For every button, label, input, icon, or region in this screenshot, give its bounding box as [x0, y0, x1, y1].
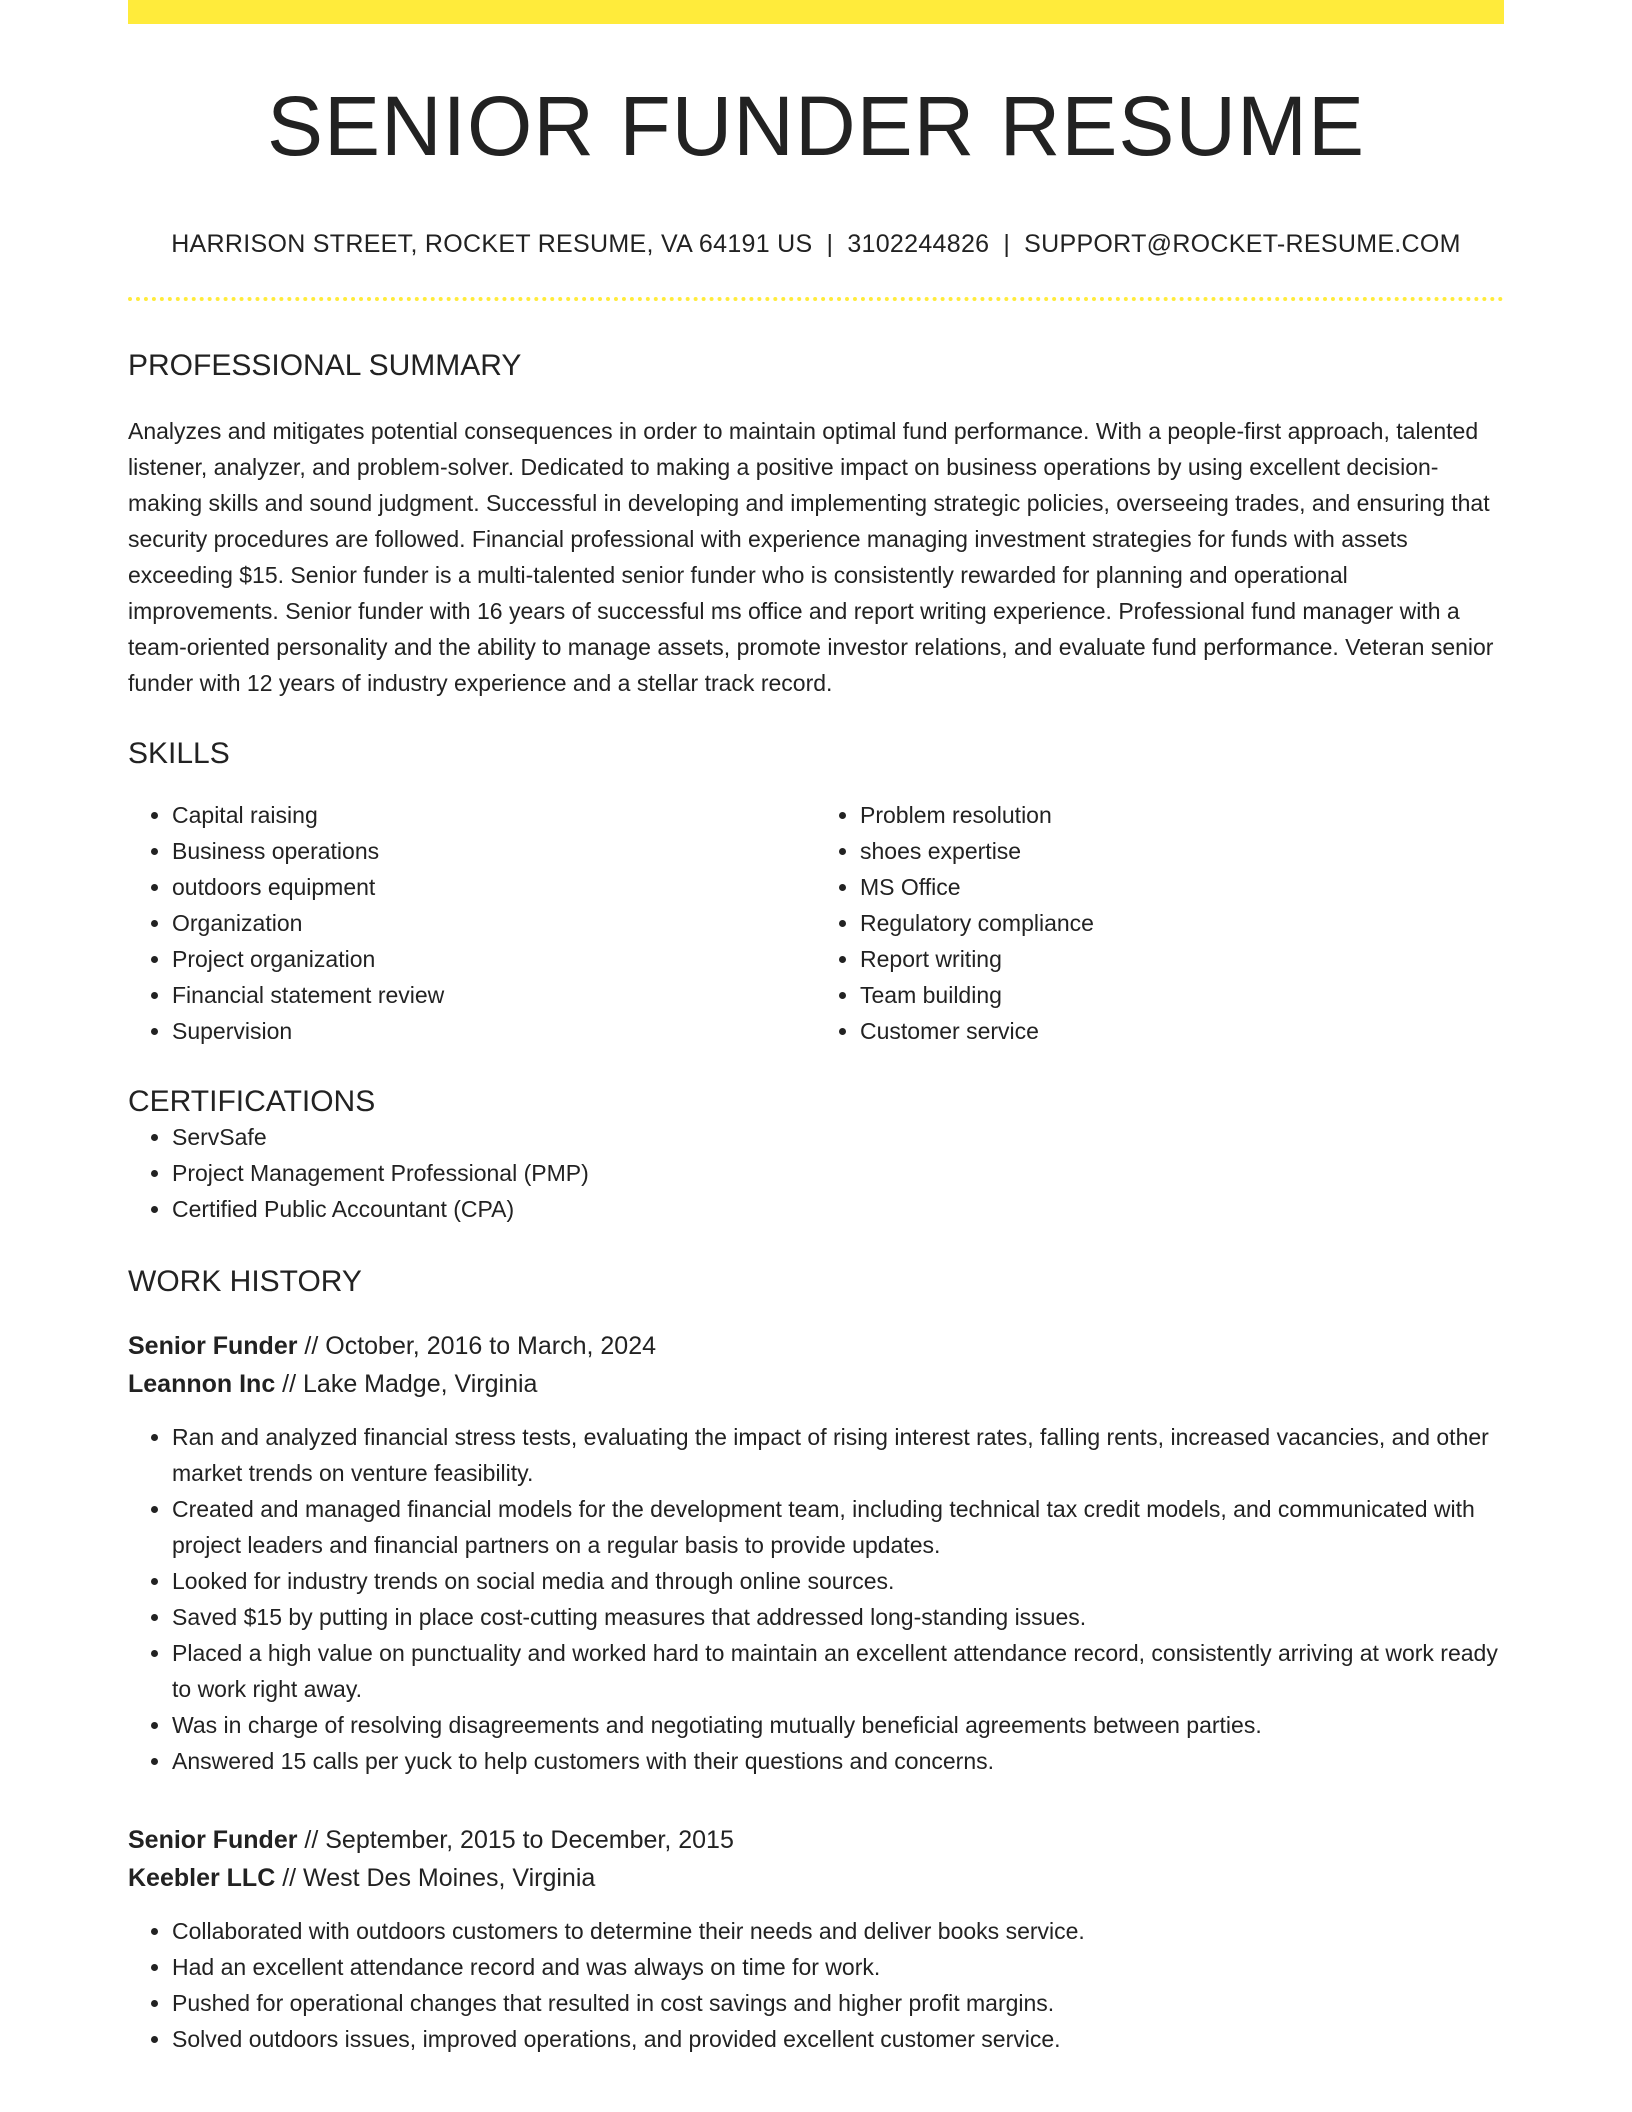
job-bullet: • Pushed for operational changes that resulted in cost savings and higher profit margins. — [172, 1985, 1504, 2021]
summary-heading: PROFESSIONAL SUMMARY — [128, 349, 522, 382]
skill-item: • Capital raising — [172, 797, 816, 833]
skills-columns — [128, 797, 1504, 1049]
contact-line — [128, 230, 1504, 259]
skill-item: • Problem resolution — [860, 797, 1504, 833]
job-bullet: • Saved $15 by putting in place cost-cutting measures that addressed long-standing issues. — [172, 1599, 1504, 1635]
job-role: Senior Funder — [128, 1332, 298, 1360]
skill-item: • Customer service — [860, 1013, 1504, 1049]
job-bullet: • Placed a high value on punctuality and worked hard to maintain an excellent attendance record, consistently arriving at work ready to work right away. — [172, 1635, 1504, 1707]
certifications-section — [128, 1085, 1504, 1227]
job-bullets — [128, 1913, 1504, 2057]
certification-item: • ServSafe — [172, 1119, 1504, 1155]
skills-right-list — [816, 797, 1504, 1049]
job-bullet: • Was in charge of resolving disagreements and negotiating mutually beneficial agreements between parties. — [172, 1707, 1504, 1743]
job-company: Leannon Inc — [128, 1370, 276, 1398]
skill-item: • shoes expertise — [860, 833, 1504, 869]
work-history-section — [128, 1265, 1504, 2057]
job-bullet: • Collaborated with outdoors customers to determine their needs and deliver books service. — [172, 1913, 1504, 1949]
skills-heading: SKILLS — [128, 737, 230, 770]
job-dates: // September, 2015 to December, 2015 — [297, 1826, 734, 1854]
job-role: Senior Funder — [128, 1826, 298, 1854]
jobs-container — [128, 1327, 1504, 2057]
job-bullet: • Created and managed financial models for the development team, including technical tax credit models, and communicated with project leaders and financial partners on a regular basis to provide updates. — [172, 1491, 1504, 1563]
resume-page — [128, 0, 1504, 2057]
job-entry — [128, 1821, 1504, 2057]
job-title-line — [128, 1821, 1504, 1859]
job-bullet: • Ran and analyzed financial stress tests, evaluating the impact of rising interest rates, falling rents, increased vacancies, and other market trends on venture feasibility. — [172, 1419, 1504, 1491]
dotted-divider — [128, 297, 1504, 301]
certifications-list — [128, 1119, 1504, 1227]
job-company-line — [128, 1365, 1504, 1403]
certification-item: • Certified Public Accountant (CPA) — [172, 1191, 1504, 1227]
contact-email: SUPPORT@ROCKET-RESUME.COM — [1024, 230, 1461, 258]
skill-item: • Report writing — [860, 941, 1504, 977]
contact-address: HARRISON STREET, ROCKET RESUME, VA 64191 US — [171, 230, 813, 258]
contact-phone: 3102244826 — [847, 230, 990, 258]
resume-title: SENIOR FUNDER RESUME — [266, 79, 1366, 173]
job-location: // Lake Madge, Virginia — [275, 1370, 538, 1398]
skill-item: • Project organization — [172, 941, 816, 977]
skill-item: • Regulatory compliance — [860, 905, 1504, 941]
summary-text: Analyzes and mitigates potential consequences in order to maintain optimal fund performance. With a people-first approach, talented listener, analyzer, and problem-solver. Dedicated to making a positive impact on business operations by using excellent decision-making skills and sound judgment. Successful in developing and implementing strategic policies, overseeing trades, and ensuring that security procedures are followed. Financial professional with experience managing investment strategies for funds with assets exceeding $15. Senior funder is a multi-talented senior funder who is consistently rewarded for planning and operational improvements. Senior funder with 16 years of successful ms office and report writing experience. Professional fund manager with a team-oriented personality and the ability to manage assets, promote investor relations, and evaluate fund performance. Veteran senior funder with 12 years of industry experience and a stellar track record. — [128, 418, 1494, 696]
job-entry — [128, 1327, 1504, 1779]
job-company: Keebler LLC — [128, 1864, 276, 1892]
skill-item: • Supervision — [172, 1013, 816, 1049]
certification-item: • Project Management Professional (PMP) — [172, 1155, 1504, 1191]
job-bullet: • Solved outdoors issues, improved operations, and provided excellent customer service. — [172, 2021, 1504, 2057]
job-title-line — [128, 1327, 1504, 1365]
job-company-line — [128, 1859, 1504, 1897]
top-accent-bar — [128, 0, 1504, 24]
job-bullets — [128, 1419, 1504, 1779]
job-bullet: • Answered 15 calls per yuck to help customers with their questions and concerns. — [172, 1743, 1504, 1779]
skill-item: • outdoors equipment — [172, 869, 816, 905]
job-location: // West Des Moines, Virginia — [275, 1864, 596, 1892]
work-history-heading: WORK HISTORY — [128, 1265, 362, 1298]
job-dates: // October, 2016 to March, 2024 — [297, 1332, 657, 1360]
skill-item: • Business operations — [172, 833, 816, 869]
contact-separator: | — [1003, 230, 1011, 258]
skill-item: • Financial statement review — [172, 977, 816, 1013]
certifications-heading: CERTIFICATIONS — [128, 1085, 376, 1118]
skills-section — [128, 737, 1504, 1049]
job-bullet: • Looked for industry trends on social media and through online sources. — [172, 1563, 1504, 1599]
job-bullet: • Had an excellent attendance record and was always on time for work. — [172, 1949, 1504, 1985]
skill-item: • Organization — [172, 905, 816, 941]
skill-item: • MS Office — [860, 869, 1504, 905]
contact-separator: | — [826, 230, 834, 258]
skills-left-list — [128, 797, 816, 1049]
skill-item: • Team building — [860, 977, 1504, 1013]
summary-section — [128, 349, 1504, 701]
